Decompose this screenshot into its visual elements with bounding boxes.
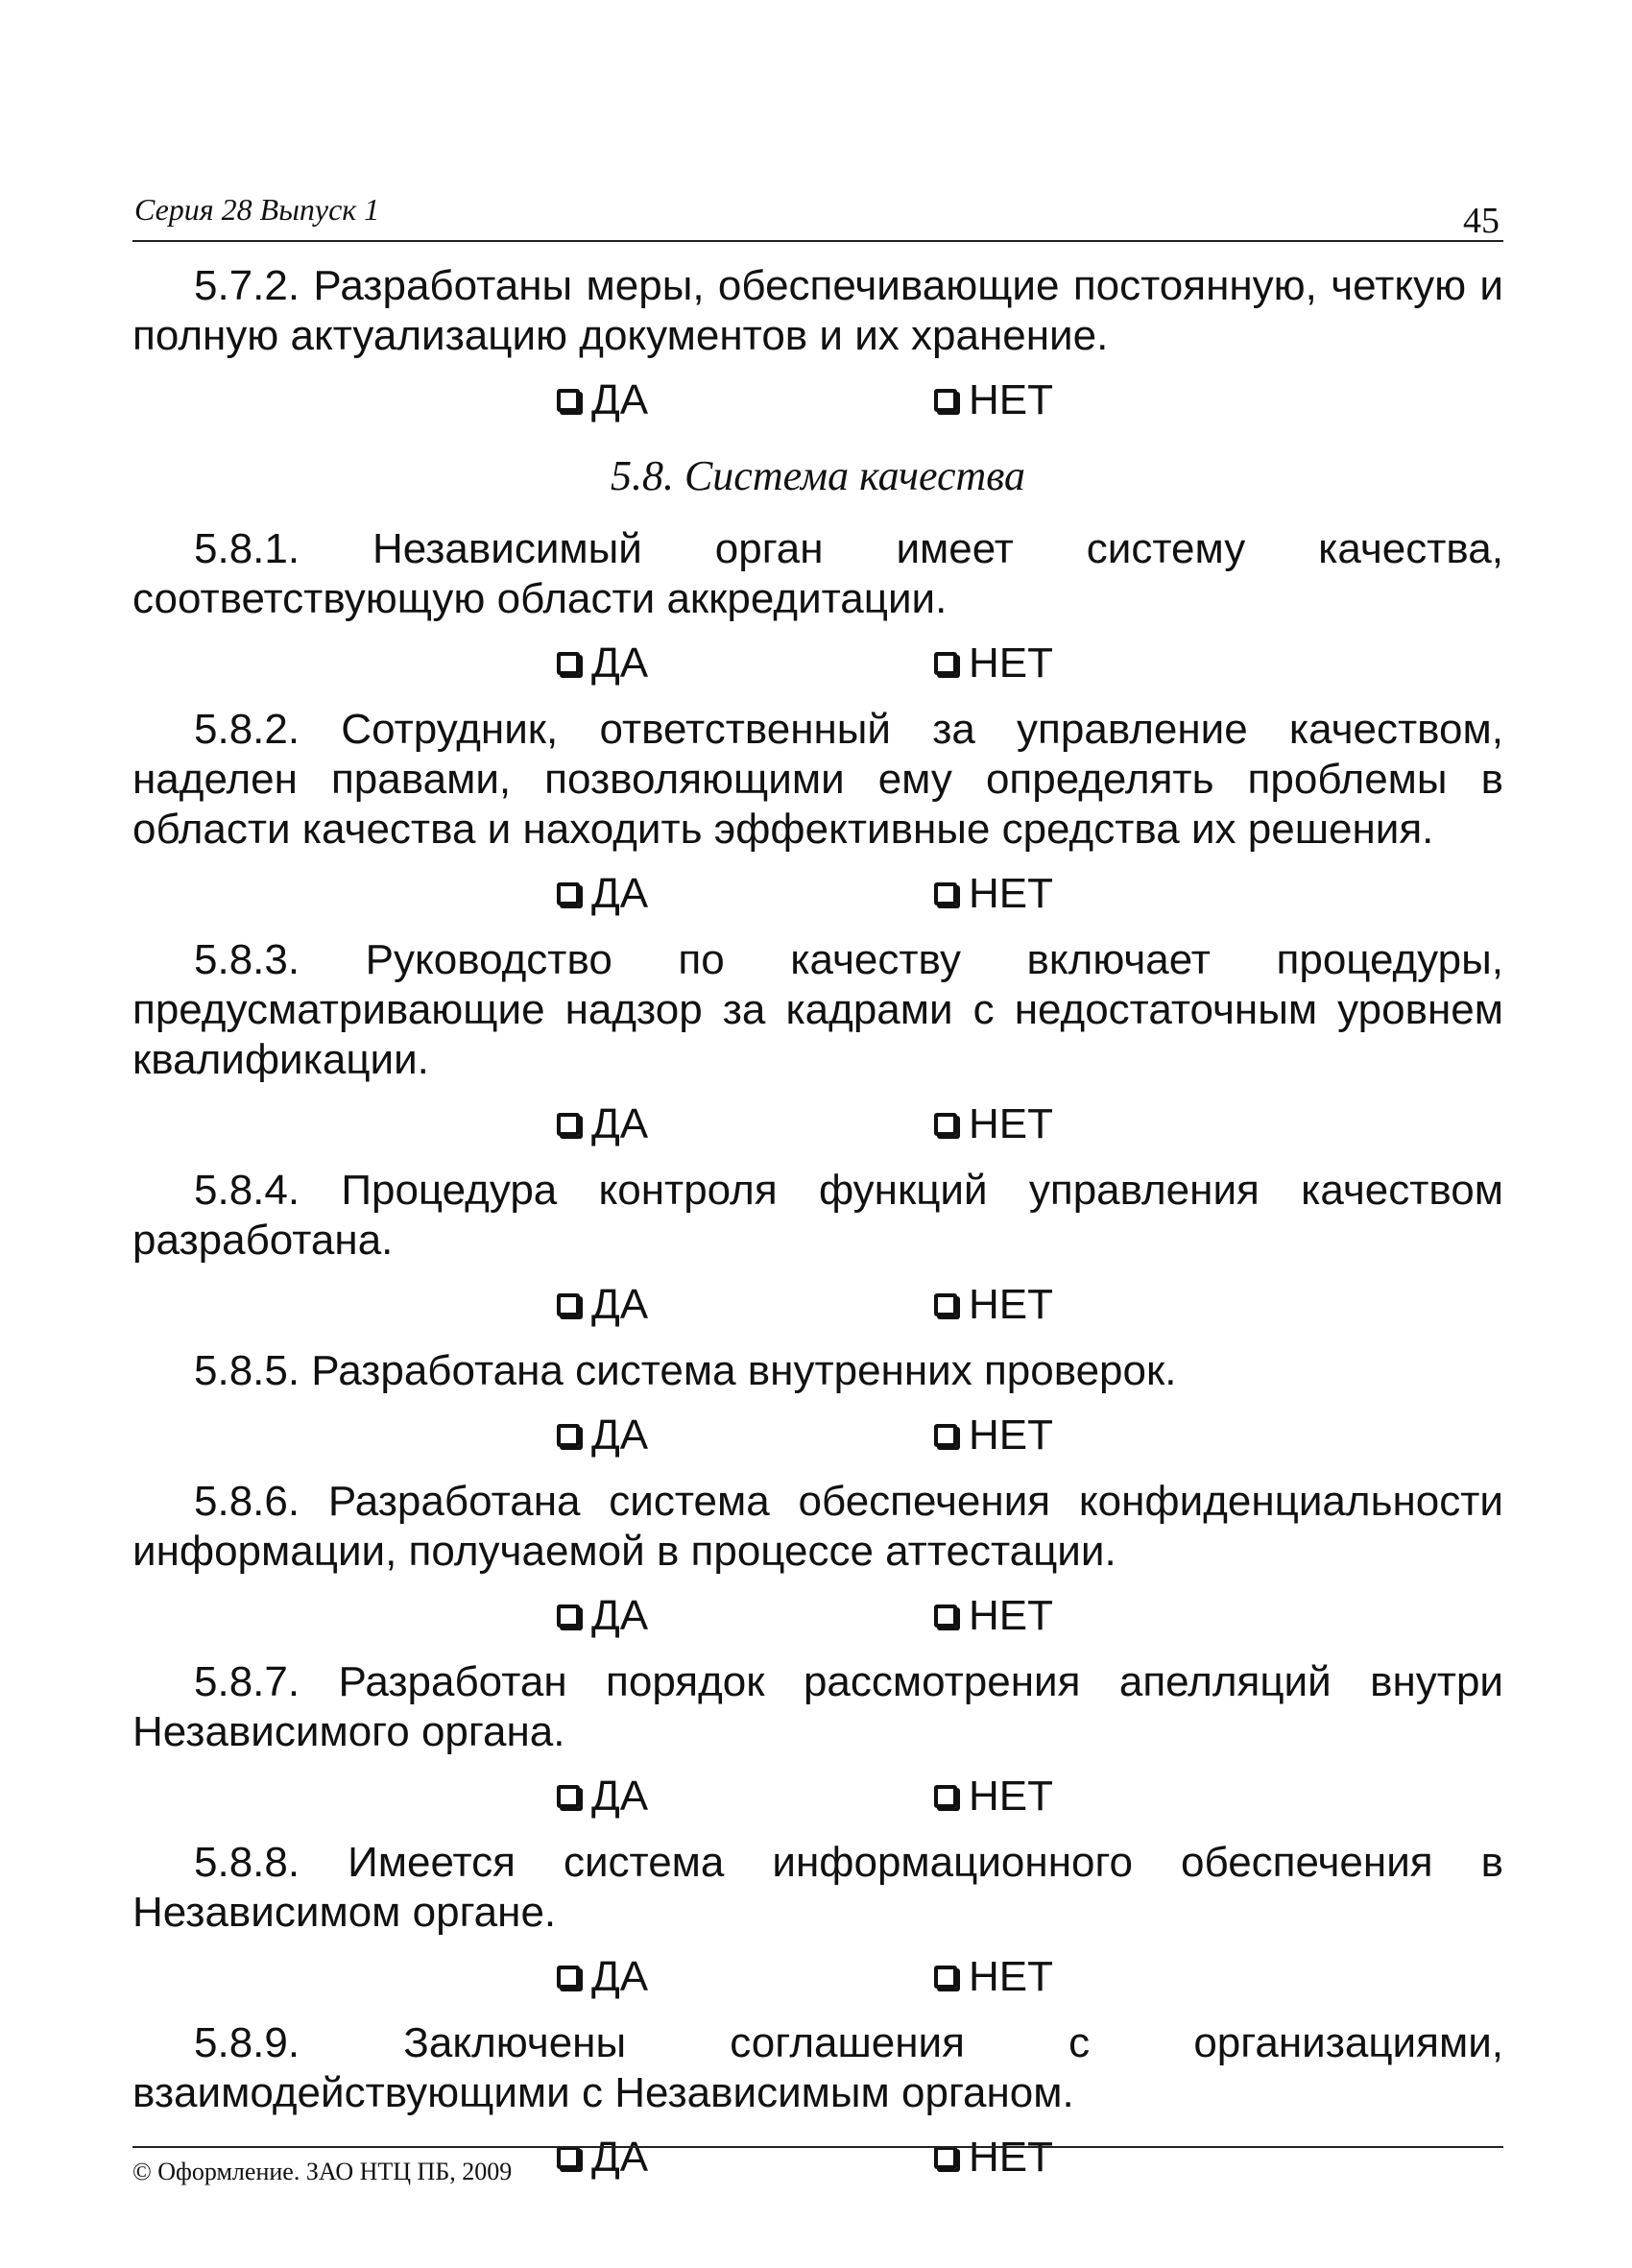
item-5-8-7: 5.8.7. Разработан порядок рассмотрения апелляций внутри Независимого органа. bbox=[132, 1658, 1503, 1755]
no-label: НЕТ bbox=[969, 639, 1053, 687]
checkbox-icon[interactable] bbox=[557, 882, 580, 905]
yes-option[interactable] bbox=[557, 870, 648, 918]
checkbox-icon[interactable] bbox=[934, 882, 957, 905]
yes-option[interactable] bbox=[557, 1592, 648, 1640]
no-label: НЕТ bbox=[969, 376, 1053, 423]
checkbox-icon[interactable] bbox=[557, 1604, 580, 1628]
no-option[interactable] bbox=[934, 870, 1053, 918]
yes-option[interactable] bbox=[557, 376, 648, 424]
item-5-8-3: 5.8.3. Руководство по качеству включает процедуры, предусматривающие надзор за кадрами с недостаточным уровнем квалификации. bbox=[132, 936, 1503, 1083]
item-5-8-4: 5.8.4. Процедура контроля функций управления качеством разработана. bbox=[132, 1167, 1503, 1264]
item-5-8-1: 5.8.1. Независимый орган имеет систему качества, соответствующую области аккредитации. bbox=[132, 525, 1503, 622]
checkbox-icon[interactable] bbox=[934, 1604, 957, 1628]
page-number: 45 bbox=[1463, 201, 1500, 241]
item-5-8-5: 5.8.5. Разработана система внутренних проверок. bbox=[194, 1347, 1177, 1394]
answer-row bbox=[132, 1582, 1503, 1650]
checkbox-icon[interactable] bbox=[557, 1785, 580, 1808]
no-option[interactable] bbox=[934, 1411, 1053, 1460]
checkbox-icon[interactable] bbox=[557, 1293, 580, 1316]
answer-row bbox=[132, 860, 1503, 928]
section-title: 5.8. Система качества bbox=[610, 452, 1026, 499]
yes-label: ДА bbox=[591, 1100, 649, 1147]
checklist bbox=[132, 261, 1503, 2199]
yes-label: ДА bbox=[591, 1281, 649, 1328]
checkbox-icon[interactable] bbox=[934, 389, 957, 412]
no-label: НЕТ bbox=[969, 2134, 1053, 2181]
no-option[interactable] bbox=[934, 1592, 1053, 1640]
checkbox-icon[interactable] bbox=[557, 1113, 580, 1136]
answer-row bbox=[132, 1763, 1503, 1830]
no-option[interactable] bbox=[934, 376, 1053, 424]
no-option[interactable] bbox=[934, 1281, 1053, 1329]
yes-option[interactable] bbox=[557, 1411, 648, 1460]
item-5-8-2: 5.8.2. Сотрудник, ответственный за управление качеством, наделен правами, позволяющими ему определять проблемы в области качества и находить эффективные средства их решения. bbox=[132, 706, 1503, 853]
series-label: Серия 28 Выпуск 1 bbox=[134, 192, 380, 227]
yes-label: ДА bbox=[591, 870, 649, 917]
yes-label: ДА bbox=[591, 376, 649, 423]
answer-row bbox=[132, 630, 1503, 697]
answer-row bbox=[132, 1271, 1503, 1339]
no-label: НЕТ bbox=[969, 1773, 1053, 1820]
item-5-8-8: 5.8.8. Имеется система информационного обеспечения в Независимом органе. bbox=[132, 1839, 1503, 1936]
no-option[interactable] bbox=[934, 639, 1053, 688]
answer-row bbox=[132, 1402, 1503, 1469]
no-label: НЕТ bbox=[969, 1592, 1053, 1639]
checkbox-icon[interactable] bbox=[934, 1424, 957, 1447]
yes-label: ДА bbox=[591, 1411, 649, 1459]
footer-copyright: © Оформление. ЗАО НТЦ ПБ, 2009 bbox=[132, 2146, 1503, 2186]
yes-option[interactable] bbox=[557, 639, 648, 688]
yes-label: ДА bbox=[591, 1592, 649, 1639]
checkbox-icon[interactable] bbox=[557, 389, 580, 412]
checkbox-icon[interactable] bbox=[934, 1113, 957, 1136]
checkbox-icon[interactable] bbox=[557, 652, 580, 675]
yes-label: ДА bbox=[591, 1773, 649, 1820]
yes-option[interactable] bbox=[557, 1773, 648, 1821]
yes-label: ДА bbox=[591, 1953, 649, 2000]
answer-row bbox=[132, 1091, 1503, 1158]
checkbox-icon[interactable] bbox=[934, 1785, 957, 1808]
checkbox-icon[interactable] bbox=[557, 1424, 580, 1447]
yes-option[interactable] bbox=[557, 1100, 648, 1148]
no-label: НЕТ bbox=[969, 1411, 1053, 1459]
yes-label: ДА bbox=[591, 2134, 649, 2181]
no-option[interactable] bbox=[934, 1100, 1053, 1148]
no-label: НЕТ bbox=[969, 1100, 1053, 1147]
checkbox-icon[interactable] bbox=[934, 1966, 957, 1989]
item-5-8-9: 5.8.9. Заключены соглашения с организациями, взаимодействующими с Независимым органом. bbox=[132, 2019, 1503, 2116]
checkbox-icon[interactable] bbox=[934, 652, 957, 675]
checkbox-icon[interactable] bbox=[557, 1966, 580, 1989]
no-option[interactable] bbox=[934, 1953, 1053, 2001]
no-label: НЕТ bbox=[969, 1953, 1053, 2000]
item-5-8-6: 5.8.6. Разработана система обеспечения конфиденциальности информации, получаемой в процессе аттестации. bbox=[132, 1478, 1503, 1575]
answer-row bbox=[132, 1943, 1503, 2011]
checkbox-icon[interactable] bbox=[934, 1293, 957, 1316]
no-label: НЕТ bbox=[969, 1281, 1053, 1328]
yes-option[interactable] bbox=[557, 1953, 648, 2001]
yes-label: ДА bbox=[591, 639, 649, 687]
no-option[interactable] bbox=[934, 1773, 1053, 1821]
answer-row bbox=[132, 367, 1503, 434]
item-5-7-2: 5.7.2. Разработаны меры, обеспечивающие постоянную, четкую и полную актуализацию документов и их хранение. bbox=[132, 262, 1503, 359]
page-header bbox=[132, 190, 1503, 242]
yes-option[interactable] bbox=[557, 1281, 648, 1329]
no-label: НЕТ bbox=[969, 870, 1053, 917]
